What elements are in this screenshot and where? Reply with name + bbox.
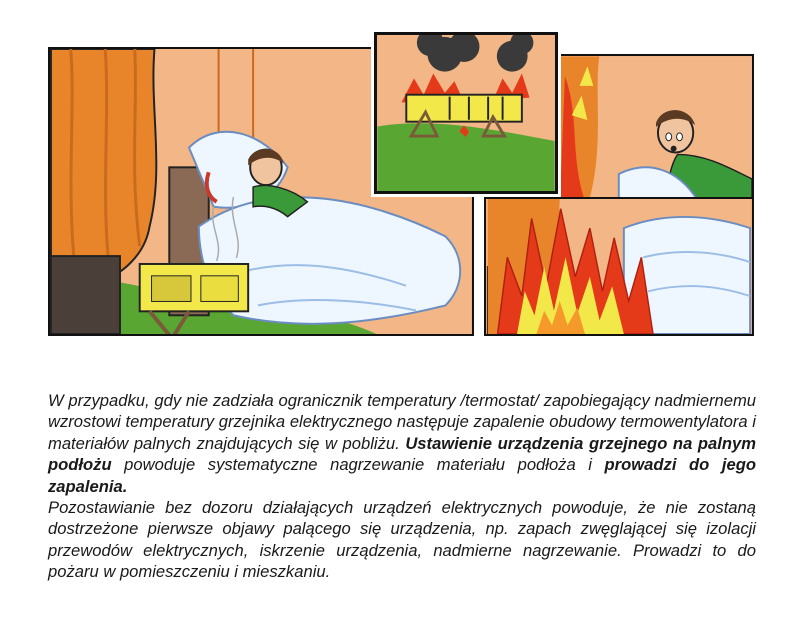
paragraph-2: Pozostawianie bez dozoru działających urządzeń elektrycznych powoduje, że nie zostaną dostrzeżone pierwsze objawy palącego się urządzenia, np. zapach zwęglającej się izolacji przewodów elektrycznych, iskrzenie urządzenia, nadmierne nagrzewanie. Prowadzi to do pożaru w pomieszczeniu i mieszkaniu. xyxy=(48,498,756,582)
comic-panel-burning-heater xyxy=(374,32,558,194)
comic-panel-fire xyxy=(484,197,754,336)
para1-text-b: powoduje systematyczne nagrzewanie materiału podłoża i xyxy=(111,455,605,475)
comic-panel-fire-upper xyxy=(558,54,754,200)
fire-illustration xyxy=(486,199,752,334)
para1-text-a: W przypadku, gdy nie zadziała ogranicznik temperatury /termostat/ zapobiegający nadmiernemu wzrostowi temperatury grzejnika elektrycznego następuje zapalenie obudowy termowentylatora i materiałów palnych znajdujących się w pobliżu. xyxy=(48,391,756,453)
startled-person-illustration xyxy=(560,56,752,200)
para1-bold-b: prowadzi do jego zapalenia. xyxy=(48,455,756,496)
description-text xyxy=(48,390,756,583)
burning-heater-illustration xyxy=(377,35,555,191)
paragraph-1 xyxy=(48,390,756,497)
para1-bold-a: Ustawienie urządzenia grzejnego na palnym podłożu xyxy=(48,433,756,475)
